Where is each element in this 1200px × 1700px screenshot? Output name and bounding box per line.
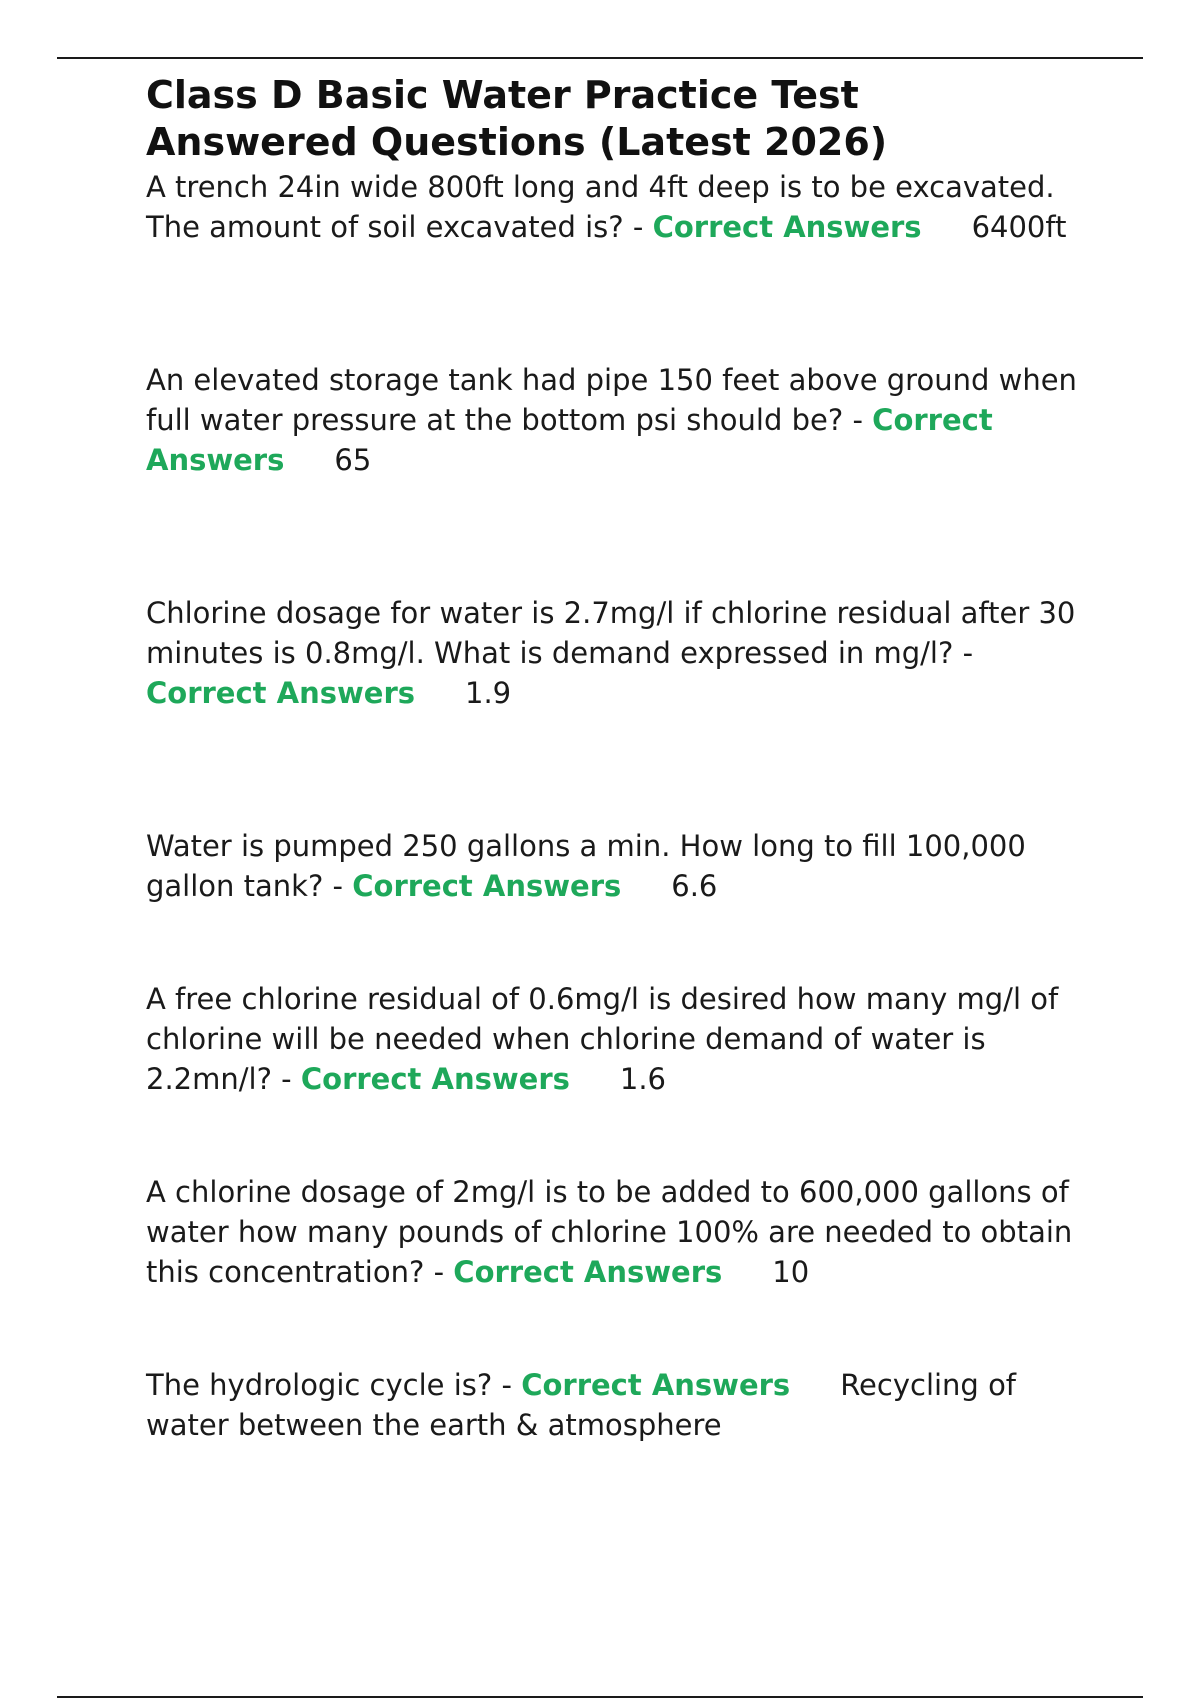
document-body [146, 72, 1096, 1445]
qa-item [146, 1172, 1096, 1292]
answer-text: Recycling of water between the earth & atmosphere [146, 1368, 1017, 1442]
answer-text: 6.6 [671, 869, 718, 903]
bottom-rule [57, 1696, 1143, 1698]
qa-item [146, 826, 1096, 906]
question-text: A chlorine dosage of 2mg/l is to be added to 600,000 gallons of water how many pounds of chlorine 100% are needed to obtain this concentration? - [146, 1175, 1073, 1289]
answer-text: 1.6 [619, 1062, 667, 1096]
answer-text: 65 [334, 443, 372, 477]
qa-item [146, 979, 1096, 1099]
question-text: A trench 24in wide 800ft long and 4ft deep is to be excavated. The amount of soil excavated is? - [146, 170, 1055, 244]
answer-label: Correct Answers [453, 1255, 723, 1289]
answer-label: Correct Answers [652, 210, 922, 244]
answer-label: Correct Answers [146, 676, 416, 710]
question-text: A free chlorine residual of 0.6mg/l is desired how many mg/l of chlorine will be needed when chlorine demand of water is 2.2mn/l? - [146, 982, 1059, 1096]
top-rule [57, 57, 1143, 59]
qa-item [146, 360, 1096, 480]
qa-item [146, 167, 1096, 247]
qa-item [146, 1365, 1096, 1445]
title-line-1: Class D Basic Water Practice Test [146, 73, 859, 117]
question-text: Chlorine dosage for water is 2.7mg/l if chlorine residual after 30 minutes is 0.8mg/l. What is demand expressed in mg/l? - [146, 596, 1076, 670]
document-title [146, 72, 1096, 166]
answer-text: 1.9 [465, 676, 512, 710]
answer-label: Correct Answers [146, 403, 993, 477]
qa-item [146, 593, 1096, 713]
answer-label: Correct Answers [352, 869, 622, 903]
question-text: Water is pumped 250 gallons a min. How long to fill 100,000 gallon tank? - [146, 829, 1026, 903]
answer-text: 6400ft [971, 210, 1067, 244]
title-line-2: Answered Questions (Latest 2026) [146, 120, 888, 164]
question-text: An elevated storage tank had pipe 150 feet above ground when full water pressure at the bottom psi should be? - [146, 363, 1077, 437]
question-text: The hydrologic cycle is? - [146, 1368, 522, 1402]
answer-label: Correct Answers [521, 1368, 791, 1402]
answer-label: Correct Answers [300, 1062, 570, 1096]
answer-text: 10 [772, 1255, 810, 1289]
